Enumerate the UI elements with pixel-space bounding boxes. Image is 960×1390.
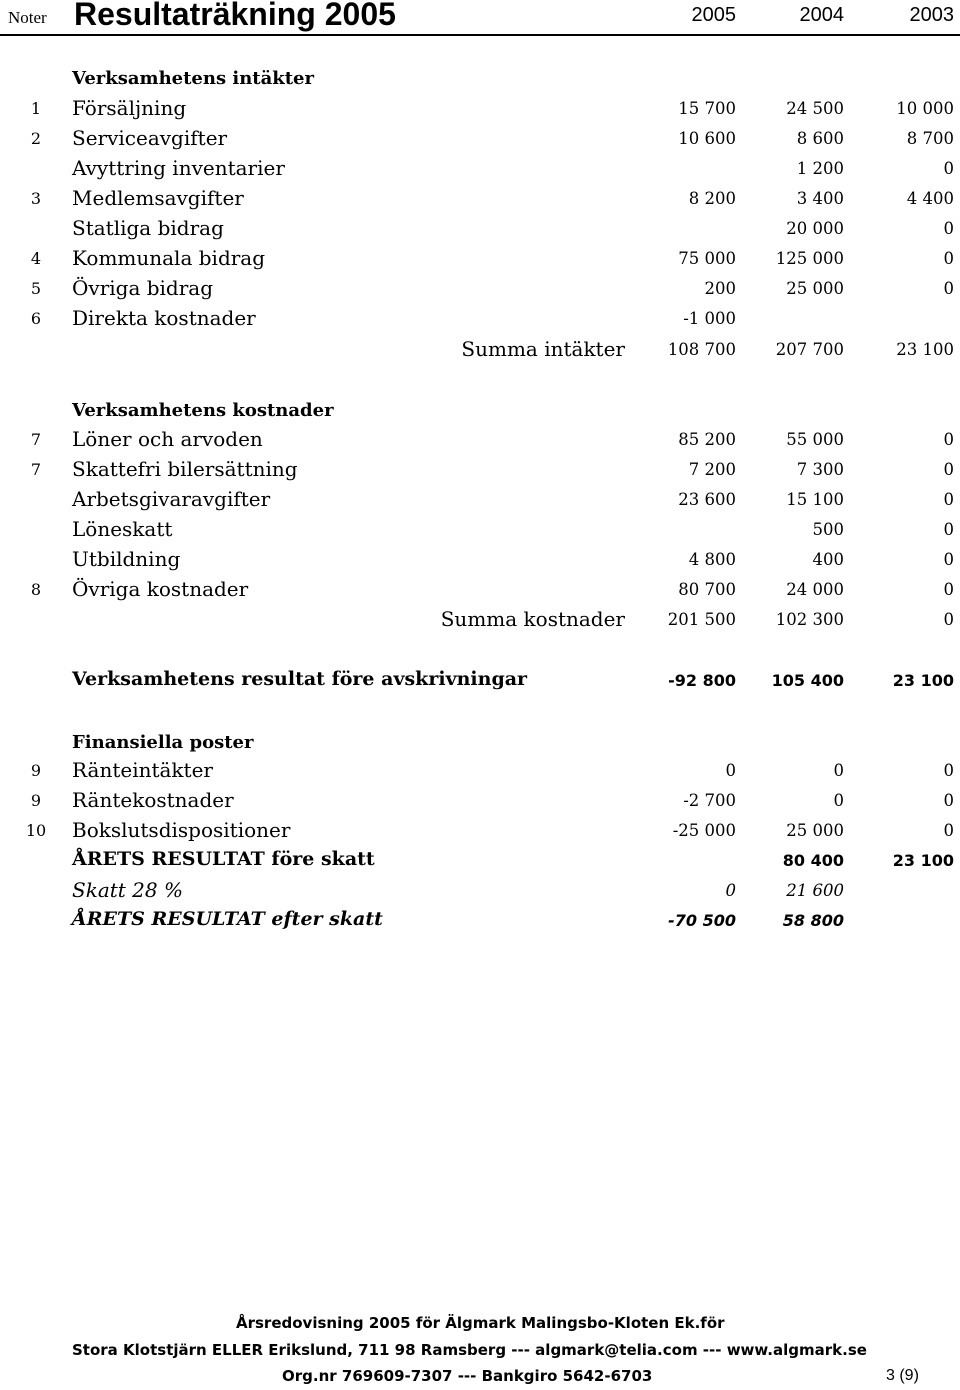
footer-line-2: Stora Klotstjärn ELLER Erikslund, 711 98 Ramsberg --- algmark@telia.com --- www.algmark.se bbox=[72, 1341, 867, 1359]
year-header-2004: 2004 bbox=[799, 4, 844, 26]
row-label: Övriga kostnader bbox=[72, 577, 249, 601]
value-2003: 0 bbox=[943, 219, 954, 238]
row-label: Utbildning bbox=[72, 547, 181, 571]
result-before-tax-row bbox=[0, 848, 960, 876]
row-label: Övriga bidrag bbox=[72, 276, 214, 300]
financial-row bbox=[0, 758, 960, 786]
value-2005: 0 bbox=[725, 761, 736, 780]
value-2005: 200 bbox=[704, 279, 736, 298]
note-number: 2 bbox=[30, 129, 42, 148]
income-row bbox=[0, 96, 960, 124]
row-label: Skattefri bilersättning bbox=[72, 457, 298, 481]
row-label: Försäljning bbox=[72, 96, 187, 120]
note-number: 1 bbox=[30, 99, 42, 118]
row-label: Summa kostnader bbox=[440, 607, 625, 631]
income-row bbox=[0, 216, 960, 244]
value-2004: 0 bbox=[833, 791, 844, 810]
tax-row bbox=[0, 878, 960, 906]
year-header-2005: 2005 bbox=[691, 4, 736, 26]
income-row bbox=[0, 156, 960, 184]
row-label: Direkta kostnader bbox=[72, 306, 256, 330]
value-2003: 0 bbox=[943, 460, 954, 479]
row-label: Bokslutsdispositioner bbox=[72, 818, 291, 842]
value-2004: 125 000 bbox=[775, 249, 844, 268]
row-label: ÅRETS RESULTAT efter skatt bbox=[72, 908, 383, 930]
financial-row bbox=[0, 818, 960, 846]
value-2005: 10 600 bbox=[678, 129, 736, 148]
value-2004: 0 bbox=[833, 761, 844, 780]
value-2005: 201 500 bbox=[667, 610, 736, 629]
value-2004: 102 300 bbox=[775, 610, 844, 629]
income-sum-row bbox=[0, 337, 960, 365]
value-2004: 25 000 bbox=[786, 821, 844, 840]
row-label: Statliga bidrag bbox=[72, 216, 224, 240]
value-2004: 55 000 bbox=[786, 430, 844, 449]
value-2005: 85 200 bbox=[678, 430, 736, 449]
costs-heading-row bbox=[0, 398, 960, 426]
value-2004: 3 400 bbox=[796, 189, 844, 208]
value-2003: 0 bbox=[943, 159, 954, 178]
value-2003: 4 400 bbox=[906, 189, 954, 208]
value-2004: 58 800 bbox=[782, 911, 844, 930]
income-row bbox=[0, 126, 960, 154]
row-label: Skatt 28 % bbox=[72, 878, 183, 902]
row-label: Serviceavgifter bbox=[72, 126, 228, 150]
value-2004: 21 600 bbox=[786, 881, 844, 900]
value-2003: 0 bbox=[943, 610, 954, 629]
value-2005: 80 700 bbox=[678, 580, 736, 599]
value-2003: 0 bbox=[943, 791, 954, 810]
page-number: 3 (9) bbox=[886, 1367, 919, 1384]
page-title: Resultaträkning 2005 bbox=[74, 0, 396, 32]
cost-row bbox=[0, 517, 960, 545]
row-label: Medlemsavgifter bbox=[72, 186, 244, 210]
value-2005: 23 600 bbox=[678, 490, 736, 509]
note-number: 8 bbox=[30, 580, 42, 599]
value-2003: 8 700 bbox=[906, 129, 954, 148]
financial-row bbox=[0, 788, 960, 816]
note-number: 4 bbox=[30, 249, 42, 268]
value-2003: 0 bbox=[943, 249, 954, 268]
note-number: 10 bbox=[25, 821, 47, 840]
row-label: Ränteintäkter bbox=[72, 758, 213, 782]
note-number: 7 bbox=[30, 430, 42, 449]
value-2003: 23 100 bbox=[892, 671, 954, 690]
year-header-2003: 2003 bbox=[909, 4, 954, 26]
cost-row bbox=[0, 577, 960, 605]
value-2005: 108 700 bbox=[667, 340, 736, 359]
financial-heading-row bbox=[0, 730, 960, 758]
value-2004: 80 400 bbox=[782, 851, 844, 870]
value-2004: 8 600 bbox=[796, 129, 844, 148]
value-2004: 20 000 bbox=[786, 219, 844, 238]
value-2004: 24 500 bbox=[786, 99, 844, 118]
value-2005: 15 700 bbox=[678, 99, 736, 118]
income-heading: Verksamhetens intäkter bbox=[72, 68, 314, 89]
value-2004: 15 100 bbox=[786, 490, 844, 509]
value-2003: 0 bbox=[943, 550, 954, 569]
income-row bbox=[0, 246, 960, 274]
cost-row bbox=[0, 457, 960, 485]
row-label: Kommunala bidrag bbox=[72, 246, 266, 270]
value-2005: 0 bbox=[725, 881, 736, 900]
value-2004: 105 400 bbox=[771, 671, 844, 690]
value-2004: 7 300 bbox=[796, 460, 844, 479]
value-2005: -1 000 bbox=[683, 309, 736, 328]
value-2004: 400 bbox=[812, 550, 844, 569]
page-header bbox=[0, 0, 960, 36]
value-2005: -2 700 bbox=[683, 791, 736, 810]
value-2004: 1 200 bbox=[796, 159, 844, 178]
income-row bbox=[0, 186, 960, 214]
note-number: 5 bbox=[30, 279, 42, 298]
value-2005: 75 000 bbox=[678, 249, 736, 268]
income-heading-row bbox=[0, 66, 960, 94]
note-number: 7 bbox=[30, 460, 42, 479]
value-2004: 24 000 bbox=[786, 580, 844, 599]
cost-row bbox=[0, 487, 960, 515]
cost-row bbox=[0, 547, 960, 575]
value-2003: 0 bbox=[943, 490, 954, 509]
value-2005: -70 500 bbox=[668, 911, 736, 930]
result-after-tax-row bbox=[0, 908, 960, 936]
costs-sum-row bbox=[0, 607, 960, 635]
row-label: Arbetsgivaravgifter bbox=[72, 487, 271, 511]
value-2005: 8 200 bbox=[688, 189, 736, 208]
row-label: Räntekostnader bbox=[72, 788, 234, 812]
value-2003: 0 bbox=[943, 279, 954, 298]
value-2005: 7 200 bbox=[688, 460, 736, 479]
value-2003: 23 100 bbox=[896, 340, 954, 359]
value-2004: 500 bbox=[812, 520, 844, 539]
cost-row bbox=[0, 427, 960, 455]
value-2003: 0 bbox=[943, 761, 954, 780]
income-row bbox=[0, 276, 960, 304]
note-number: 9 bbox=[30, 791, 42, 810]
note-number: 9 bbox=[30, 761, 42, 780]
value-2004: 25 000 bbox=[786, 279, 844, 298]
note-number: 3 bbox=[30, 189, 42, 208]
value-2005: -25 000 bbox=[672, 821, 736, 840]
value-2003: 0 bbox=[943, 821, 954, 840]
value-2003: 0 bbox=[943, 430, 954, 449]
income-row bbox=[0, 306, 960, 334]
row-label: ÅRETS RESULTAT före skatt bbox=[72, 848, 375, 870]
footer-line-3: Org.nr 769609-7307 --- Bankgiro 5642-6703 bbox=[282, 1367, 653, 1385]
note-number: 6 bbox=[30, 309, 42, 328]
row-label: Verksamhetens resultat före avskrivningar bbox=[72, 668, 528, 690]
noter-label: Noter bbox=[8, 8, 47, 27]
value-2005: -92 800 bbox=[668, 671, 736, 690]
value-2003: 0 bbox=[943, 580, 954, 599]
financial-heading: Finansiella poster bbox=[72, 732, 254, 753]
value-2003: 0 bbox=[943, 520, 954, 539]
value-2004: 207 700 bbox=[775, 340, 844, 359]
row-label: Löneskatt bbox=[72, 517, 173, 541]
row-label: Summa intäkter bbox=[461, 337, 625, 361]
row-label: Löner och arvoden bbox=[72, 427, 263, 451]
value-2003: 10 000 bbox=[896, 99, 954, 118]
costs-heading: Verksamhetens kostnader bbox=[72, 400, 334, 421]
result-before-depreciation-row bbox=[0, 668, 960, 696]
value-2005: 4 800 bbox=[688, 550, 736, 569]
value-2003: 23 100 bbox=[892, 851, 954, 870]
row-label: Avyttring inventarier bbox=[72, 156, 285, 180]
footer-line-1: Årsredovisning 2005 för Älgmark Malingsbo-Kloten Ek.för bbox=[236, 1314, 725, 1332]
